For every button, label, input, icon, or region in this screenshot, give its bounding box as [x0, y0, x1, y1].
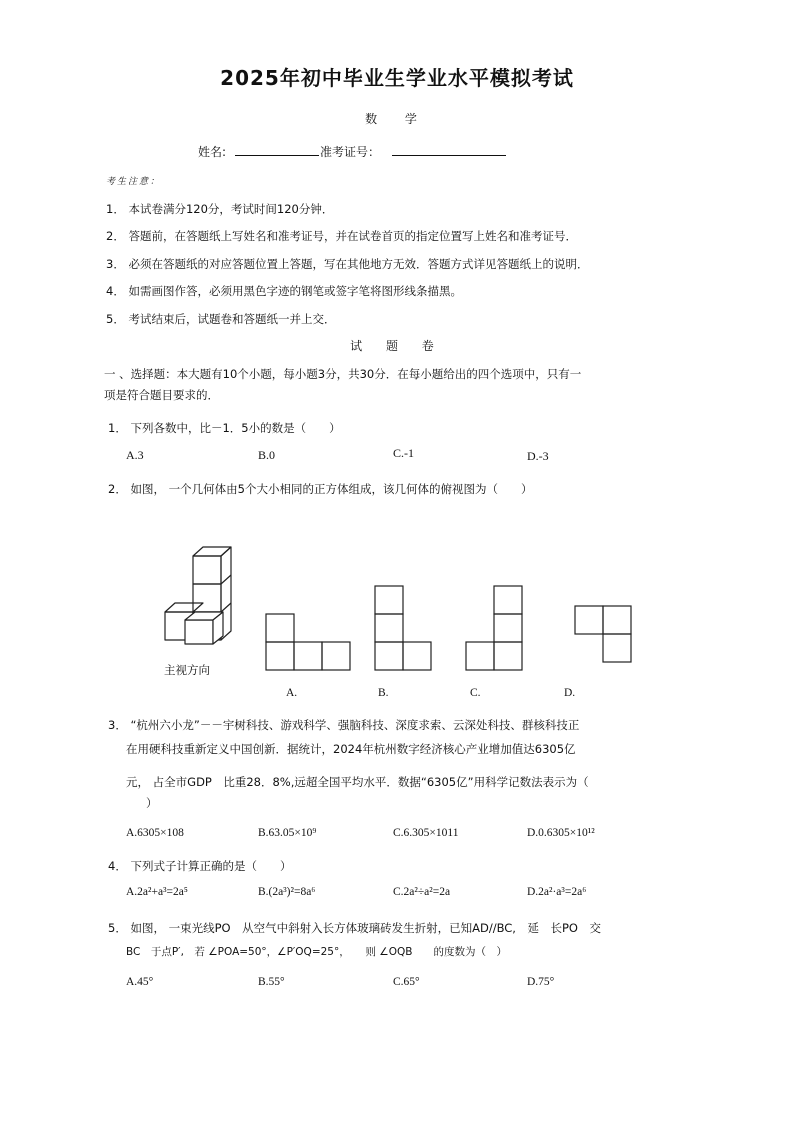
- q2-stem: 2． 如图， 一个几何体由5个大小相同的正方体组成，该几何体的俯视图为（ ）: [108, 482, 533, 496]
- q3-stem: 3． “杭州六小龙”－－宇树科技、游戏科学、强脑科技、深度求索、云深处科技、群核科技正: [108, 718, 580, 732]
- q4-option-c: C.2a²÷a²=2a: [393, 886, 451, 898]
- q4-option-a: A.2a²+a³=2a⁵: [126, 886, 188, 898]
- notice-item: 5． 考试结束后，试题卷和答题纸一并上交．: [106, 312, 336, 326]
- q5-option-b: B.55°: [258, 976, 285, 988]
- q1-option-d: D.-3: [527, 449, 549, 463]
- q3-option-a: A.6305×108: [126, 827, 184, 839]
- notice-item: 3． 必须在答题纸的对应答题位置上答题，写在其他地方无效．答题方式详见答题纸上的说明．: [106, 257, 589, 271]
- q1-stem: 1． 下列各数中，比－1．5小的数是（ ）: [108, 421, 341, 435]
- name-label: 姓名:: [198, 145, 227, 159]
- notice-item: 4． 如需画图作答，必须用黑色字迹的钢笔或签字笔将图形线条描黑。: [106, 284, 462, 298]
- q2-option-b-label: B.: [378, 687, 389, 699]
- q3-option-b: B.63.05×10⁹: [258, 827, 317, 839]
- q3-stem-cont: 在用硬科技重新定义中国创新．据统计，2024年杭州数字经济核心产业增加值达6305亿: [126, 742, 576, 756]
- q2-option-a-label: A.: [286, 687, 298, 699]
- q3-option-c: C.6.305×1011: [393, 827, 459, 839]
- q5-option-a: A.45°: [126, 976, 154, 988]
- q2-option-c-label: C.: [470, 687, 481, 699]
- notice-heading: 考生注意：: [106, 177, 162, 187]
- q3-option-d: D.0.6305×10¹²: [527, 827, 595, 839]
- section-title: 试 题 卷: [350, 339, 444, 353]
- q1-option-b: B.0: [258, 448, 276, 462]
- section-intro: 一 、选择题：本大题有10个小题，每小题3分，共30分．在每小题给出的四个选项中，只有一: [104, 367, 582, 381]
- q5-option-d: D.75°: [527, 976, 555, 988]
- q5-stem-cont: BC 于点P′, 若 ∠POA=50°，∠P′OQ=25°， 则 ∠OQB 的度数为（ ）: [126, 946, 507, 958]
- q1-option-c: C.-1: [393, 446, 414, 460]
- q1-option-a: A.3: [126, 448, 144, 462]
- q4-option-d: D.2a²·a³=2a⁶: [527, 886, 587, 898]
- exam-title: 2025年初中毕业生学业水平模拟考试: [220, 66, 574, 90]
- notice-item: 2． 答题前，在答题纸上写姓名和准考证号，并在试卷首页的指定位置写上姓名和准考证号．: [106, 229, 577, 243]
- q2-figure-caption: 主视方向: [164, 663, 210, 677]
- q5-option-c: C.65°: [393, 976, 420, 988]
- section-intro-cont: 项是符合题目要求的．: [104, 388, 219, 402]
- subject-label: 数 学: [365, 112, 429, 126]
- q4-option-b: B.(2a³)²=8a⁶: [258, 886, 316, 898]
- q4-stem: 4． 下列式子计算正确的是（ ）: [108, 859, 292, 873]
- q3-stem-cont: ）: [146, 796, 158, 810]
- q3-stem-cont: 元， 占全市GDP 比重28．8%,远超全国平均水平．数据“6305亿”用科学记数法表示为（: [126, 775, 589, 789]
- q5-stem: 5． 如图， 一束光线PO 从空气中斜射入长方体玻璃砖发生折射，已知AD//BC, 延 长PO 交: [108, 921, 601, 935]
- exam-id-label: 准考证号：: [320, 145, 381, 159]
- q2-option-d-label: D.: [564, 687, 576, 699]
- notice-item: 1． 本试卷满分120分，考试时间120分钟．: [106, 202, 334, 216]
